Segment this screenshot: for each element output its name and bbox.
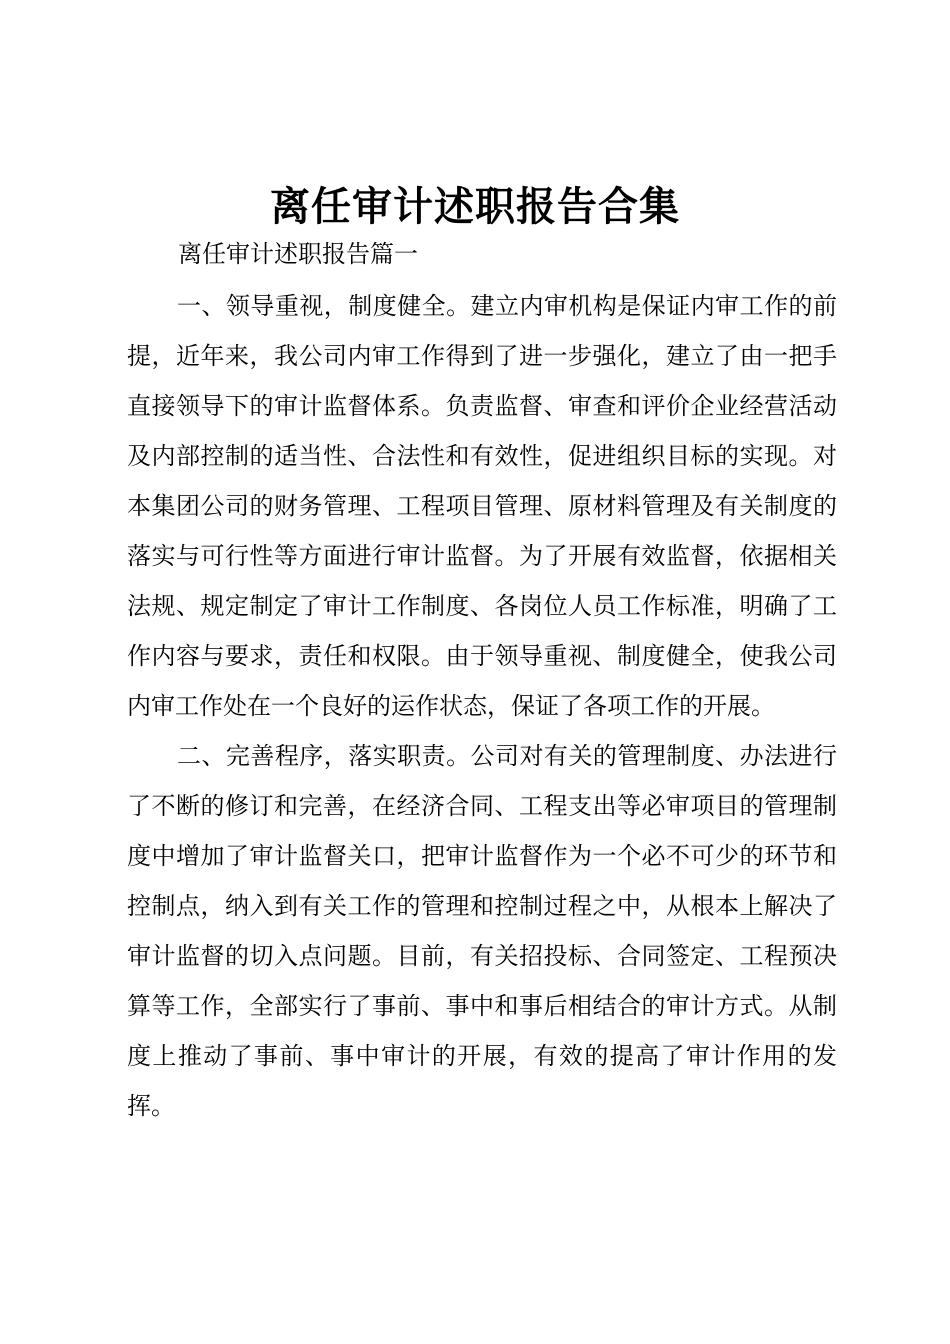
section-subtitle: 离任审计述职报告篇一 (178, 240, 418, 268)
document-body (127, 281, 837, 1131)
paragraph-2: 二、完善程序，落实职责。公司对有关的管理制度、办法进行了不断的修订和完善，在经济合同、工程支出等必审项目的管理制度中增加了审计监督关口，把审计监督作为一个必不可少的环节和控制点，纳入到有关工作的管理和控制过程之中，从根本上解决了审计监督的切入点问题。目前，有关招投标、合同签定、工程预决算等工作，全部实行了事前、事中和事后相结合的审计方式。从制度上推动了事前、事中审计的开展，有效的提高了审计作用的发挥。 (127, 742, 837, 1120)
paragraph-1: 一、领导重视，制度健全。建立内审机构是保证内审工作的前提，近年来，我公司内审工作得到了进一步强化，建立了由一把手直接领导下的审计监督体系。负责监督、审查和评价企业经营活动及内部控制的适当性、合法性和有效性，促进组织目标的实现。对本集团公司的财务管理、工程项目管理、原材料管理及有关制度的落实与可行性等方面进行审计监督。为了开展有效监督，依据相关法规、规定制定了审计工作制度、各岗位人员工作标准，明确了工作内容与要求，责任和权限。由于领导重视、制度健全，使我公司内审工作处在一个良好的运作状态，保证了各项工作的开展。 (127, 292, 837, 720)
document-title: 离任审计述职报告合集 (270, 183, 680, 230)
